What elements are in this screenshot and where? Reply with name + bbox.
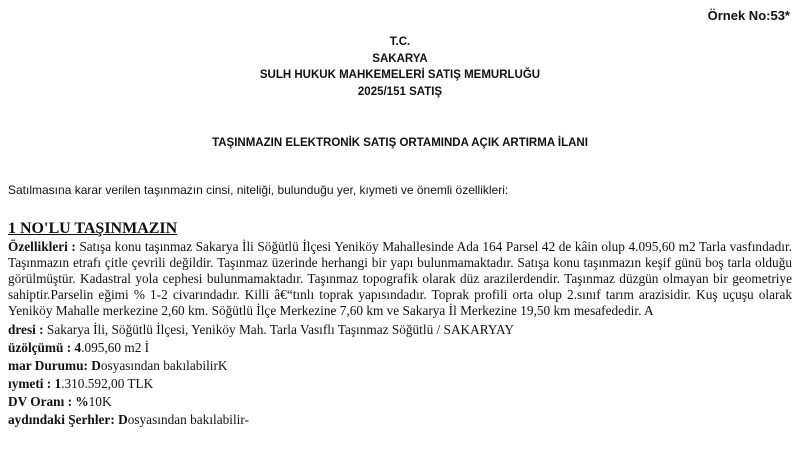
vat-value-lead: % <box>72 394 89 409</box>
area-field <box>8 339 792 357</box>
intro-text: Satılmasına karar verilen taşınmazın cinsi, niteliği, bulunduğu yer, kıymeti ve önemli özellikleri: <box>8 183 509 197</box>
zoning-value-lead: D <box>87 358 101 373</box>
vat-field <box>8 393 792 411</box>
annex-field <box>8 411 792 429</box>
header-line-city: SAKARYA <box>372 52 428 65</box>
annex-value-lead: D <box>114 412 128 427</box>
area-value: .095,60 m2 İ <box>81 340 150 355</box>
notice-title: TAŞINMAZIN ELEKTRONİK SATIŞ ORTAMINDA AÇIK ARTIRMA İLANI <box>212 137 588 149</box>
zoning-field <box>8 357 792 375</box>
area-label: üzölçümü : <box>8 340 72 355</box>
zoning-value: osyasından bakılabilirK <box>100 358 228 373</box>
value-amount: .310.592,00 TLK <box>61 376 154 391</box>
value-field <box>8 375 792 393</box>
address-label: dresi : <box>8 322 44 337</box>
header-line-tc: T.C. <box>389 36 411 48</box>
header-line-office: SULH HUKUK MAHKEMELERİ SATIŞ MEMURLUĞU <box>259 69 541 81</box>
zoning-label: mar Durumu: <box>8 358 88 373</box>
court-header <box>0 34 800 100</box>
property-heading: 1 NO'LU TAŞINMAZIN <box>8 220 178 237</box>
address-value: Sakarya İli, Söğütlü İlçesi, Yeniköy Mah. Tarla Vasıflı Taşınmaz Söğütlü / SAKARYAY <box>43 322 515 337</box>
vat-label: DV Oranı : <box>8 394 73 409</box>
area-value-lead: 4 <box>71 340 82 355</box>
vat-value: 10K <box>88 394 112 409</box>
sample-number: Örnek No:53* <box>707 8 790 23</box>
property-features <box>8 239 792 319</box>
value-amount-lead: 1 <box>51 376 62 391</box>
address-field <box>8 321 792 339</box>
annex-value: osyasından bakılabilir- <box>127 412 249 427</box>
value-label: ıymeti : <box>8 376 52 391</box>
header-line-file-no: 2025/151 SATIŞ <box>357 85 443 98</box>
features-label: Özellikleri : <box>8 239 76 254</box>
features-text: Satışa konu taşınmaz Sakarya İli Söğütlü İlçesi Yeniköy Mahallesinde Ada 164 Parsel 42 de kâin olup 4.095,60 m2 Tarla vasfındadır. Taşınmazın etrafı çitle çevrili değildir. Taşınmaz üzerinde herhangi bir yapı bulunmamaktadır. Satışa konu taşınmazın keşif günü boş tarla olduğu görülmüştür. Kadastral yola cephesi bulunmamaktadır. Taşınmaz topografik olarak düz arazilerdendir. Taşınmaz düzgün olmayan bir geometriye sahiptir.Parselin eğimi % 1-2 civarındadır. Killi â€“tınlı toprak yapısındadır. Toprak profili orta olup 2.sınıf tarım arazisidir. Kuş uçuşu olarak Yeniköy Mahalle merkezine 2,60 km. Söğütlü İlçe Merkezine 7,60 km ve Sakarya İl Merkezine 19,50 km mesafededir. A <box>8 239 792 318</box>
annex-label: aydındaki Şerhler: <box>8 412 115 427</box>
property-section <box>8 220 792 429</box>
